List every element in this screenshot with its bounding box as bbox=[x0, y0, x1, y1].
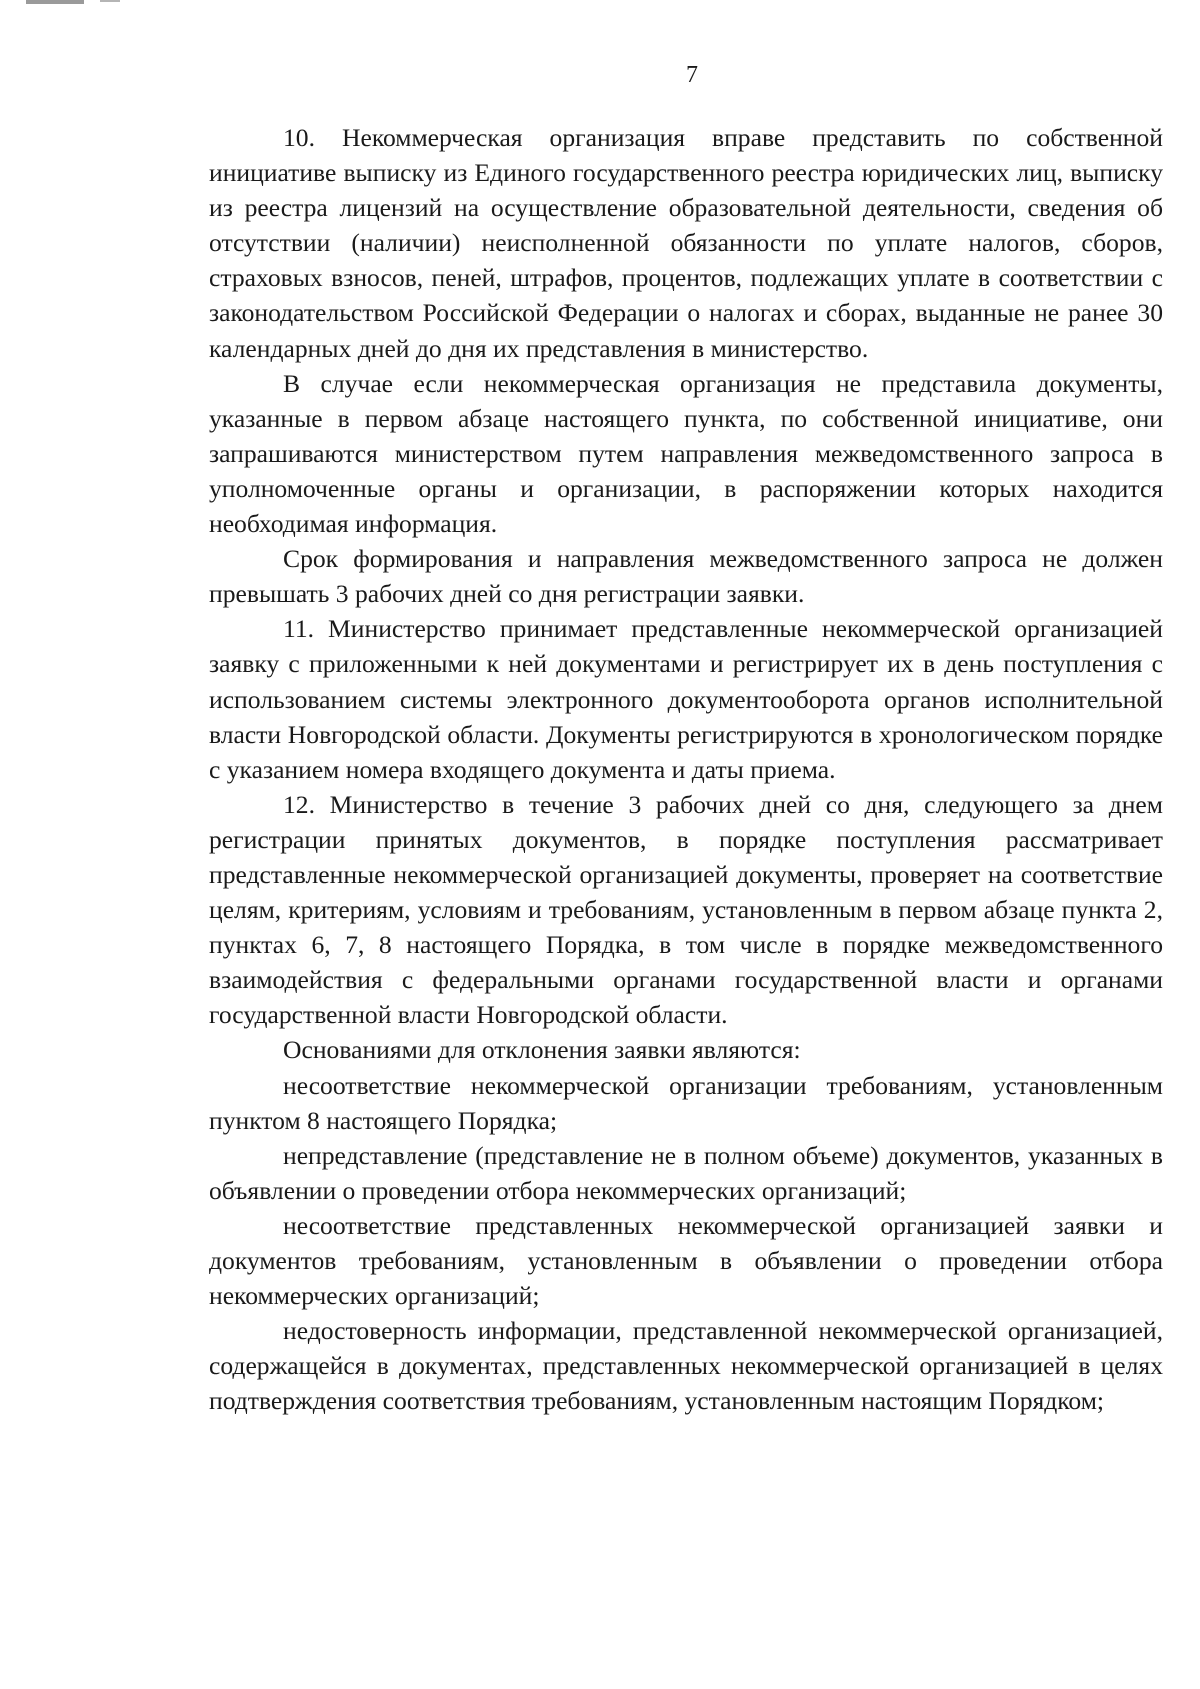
paragraph-item-12: 12. Министерство в течение 3 рабочих дней со дня, следующего за днем регистрации принятых документов, в порядке поступления рассматривает представленные некоммерческой организацией документы, проверяет на соответствие целям, критериям, условиям и требованиям, установленным в первом абзаце пункта 2, пунктах 6, 7, 8 настоящего Порядка, в том числе в порядке межведомственного взаимодействия с федеральными органами государственной власти и органами государственной власти Новгородской области. bbox=[209, 789, 1163, 1030]
paragraph-item-10: 10. Некоммерческая организация вправе представить по собственной инициативе выписку из Единого государственного реестра юридических лиц, выписку из реестра лицензий на осуществление образовательной деятельности, сведения об отсутствии (наличии) неисполненной обязанности по уплате налогов, сборов, страховых взносов, пеней, штрафов, процентов, подлежащих уплате в соответствии с законодательством Российской Федерации о налогах и сборах, выданные не ранее 30 календарных дней до дня их представления в министерство. bbox=[209, 123, 1163, 363]
scan-artifact bbox=[26, 0, 84, 4]
list-item-incomplete-documents: непредставление (представление не в полном объеме) документов, указанных в объявлении о проведении отбора некоммерческих организаций; bbox=[209, 1140, 1163, 1205]
paragraph-request-documents: В случае если некоммерческая организация не представила документы, указанные в первом абзаце настоящего пункта, по собственной инициативе, они запрашиваются министерством путем направления межведомственного запроса в уполномоченные органы и организации, в распоряжении которых находится необходимая информация. bbox=[209, 368, 1163, 539]
document-body bbox=[209, 120, 1163, 1418]
list-item-requirements-mismatch: несоответствие представленных некоммерческой организацией заявки и документов требованиям, установленным в объявлении о проведении отбора некоммерческих организаций; bbox=[209, 1210, 1163, 1311]
scan-artifact bbox=[100, 0, 120, 2]
list-item-nonconformity: несоответствие некоммерческой организации требованиям, установленным пунктом 8 настоящего Порядка; bbox=[209, 1070, 1163, 1135]
page-number: 7 bbox=[686, 62, 698, 88]
paragraph-rejection-grounds: Основаниями для отклонения заявки являются: bbox=[283, 1035, 801, 1065]
paragraph-request-deadline: Срок формирования и направления межведомственного запроса не должен превышать 3 рабочих дней со дня регистрации заявки. bbox=[209, 544, 1163, 609]
paragraph-item-11: 11. Министерство принимает представленные некоммерческой организацией заявку с приложенными к ней документами и регистрирует их в день поступления с использованием системы электронного документооборота органов исполнительной власти Новгородской области. Документы регистрируются в хронологическом порядке с указанием номера входящего документа и даты приема. bbox=[209, 614, 1163, 784]
list-item-unreliable-information: недостоверность информации, представленной некоммерческой организацией, содержащейся в документах, представленных некоммерческой организацией в целях подтверждения соответствия требованиям, установленным настоящим Порядком; bbox=[209, 1316, 1163, 1416]
